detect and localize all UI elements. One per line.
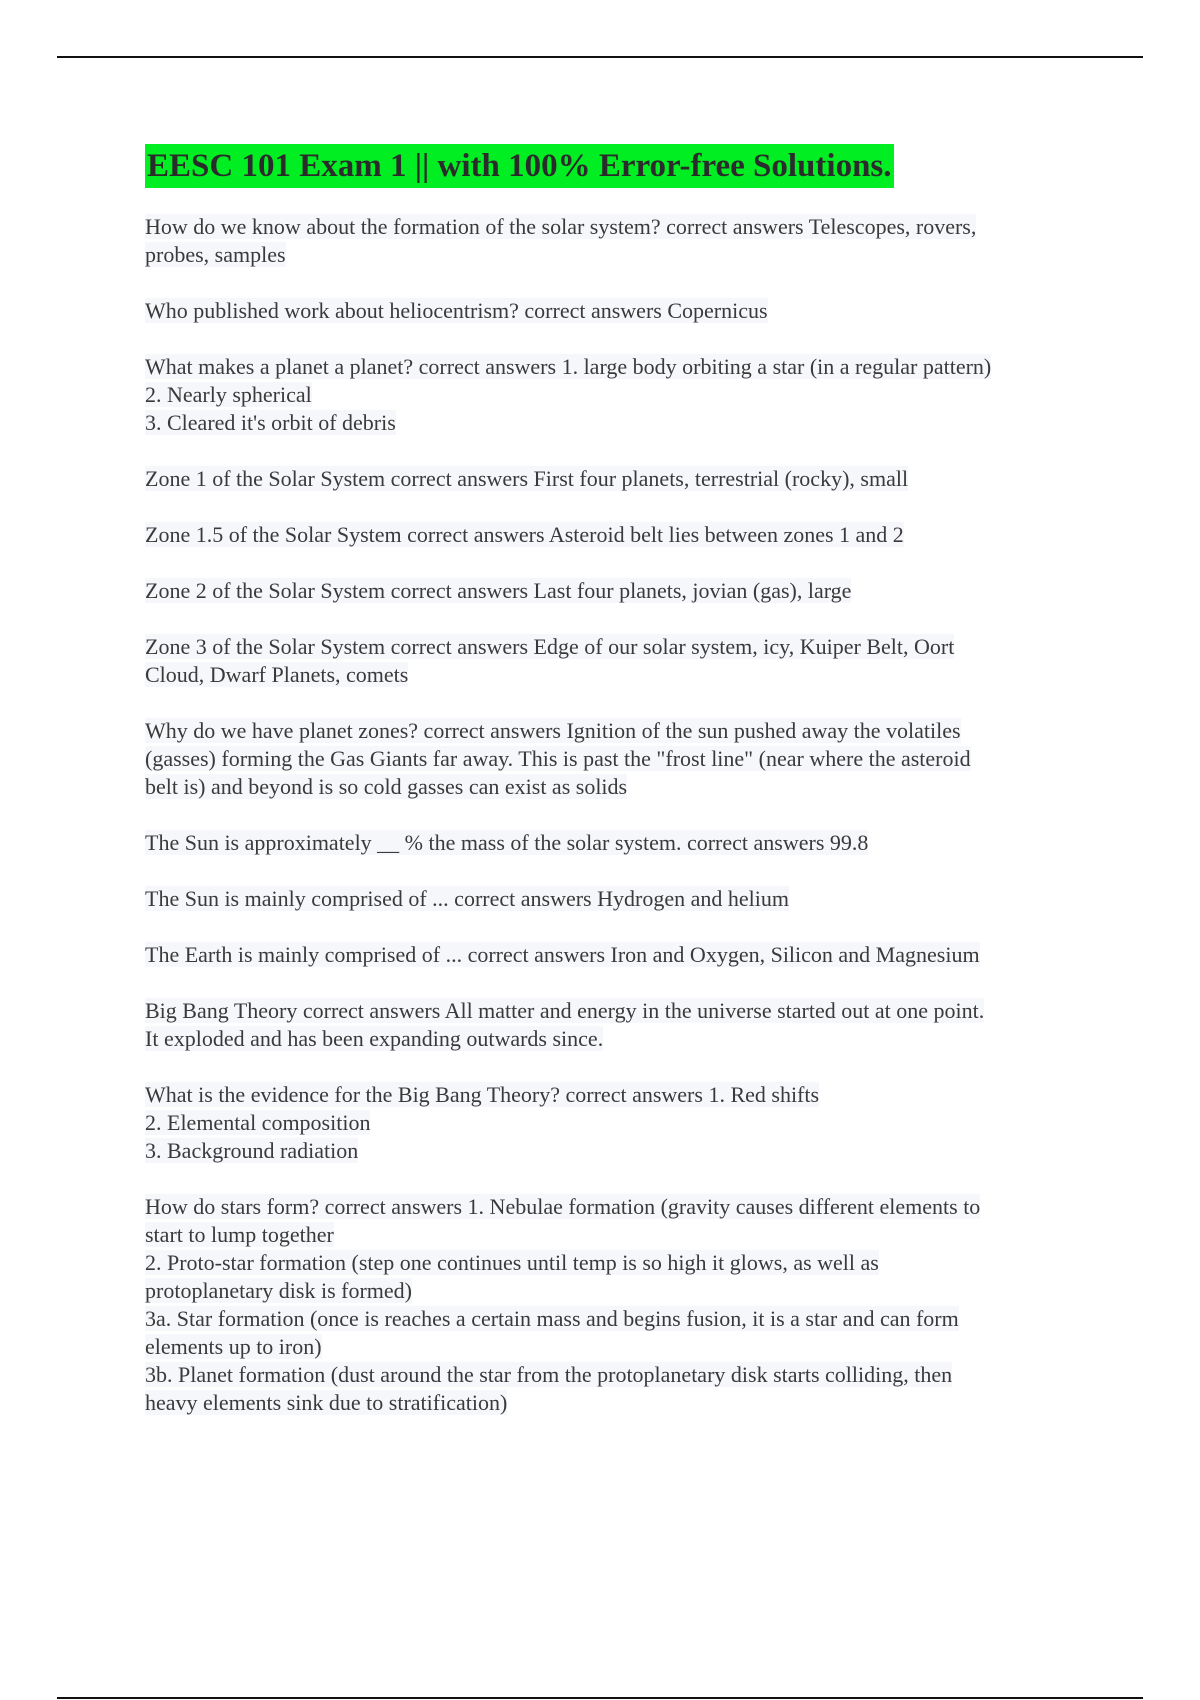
qa-line-text: 2. Elemental composition bbox=[145, 1110, 371, 1135]
document-body bbox=[145, 144, 1085, 1445]
qa-line-text: The Earth is mainly comprised of ... correct answers Iron and Oxygen, Silicon and Magnesium bbox=[145, 942, 980, 967]
qa-line bbox=[145, 1389, 1085, 1417]
qa-line-text: 3a. Star formation (once is reaches a certain mass and begins fusion, it is a star and can form bbox=[145, 1306, 959, 1331]
qa-item bbox=[145, 353, 1085, 437]
qa-line bbox=[145, 521, 1085, 549]
qa-line-text: heavy elements sink due to stratification) bbox=[145, 1390, 508, 1415]
qa-line bbox=[145, 1361, 1085, 1389]
qa-line bbox=[145, 465, 1085, 493]
qa-line-text: Cloud, Dwarf Planets, comets bbox=[145, 662, 409, 687]
qa-line bbox=[145, 1277, 1085, 1305]
qa-line-text: (gasses) forming the Gas Giants far away. This is past the "frost line" (near where the asteroid bbox=[145, 746, 971, 771]
qa-line-text: How do we know about the formation of the solar system? correct answers Telescopes, rovers, bbox=[145, 214, 977, 239]
qa-line bbox=[145, 717, 1085, 745]
qa-line bbox=[145, 1221, 1085, 1249]
qa-line-text: 3b. Planet formation (dust around the star from the protoplanetary disk starts colliding, then bbox=[145, 1362, 953, 1387]
qa-line-text: How do stars form? correct answers 1. Nebulae formation (gravity causes different elements to bbox=[145, 1194, 981, 1219]
qa-item bbox=[145, 717, 1085, 801]
qa-line bbox=[145, 1305, 1085, 1333]
qa-item bbox=[145, 213, 1085, 269]
qa-item bbox=[145, 829, 1085, 857]
qa-line-text: 3. Cleared it's orbit of debris bbox=[145, 410, 396, 435]
qa-line-text: 2. Proto-star formation (step one continues until temp is so high it glows, as well as bbox=[145, 1250, 879, 1275]
qa-line-text: What is the evidence for the Big Bang Theory? correct answers 1. Red shifts bbox=[145, 1082, 820, 1107]
qa-item bbox=[145, 1081, 1085, 1165]
qa-line bbox=[145, 297, 1085, 325]
qa-item bbox=[145, 633, 1085, 689]
qa-line-text: probes, samples bbox=[145, 242, 286, 267]
qa-line bbox=[145, 941, 1085, 969]
qa-item bbox=[145, 465, 1085, 493]
qa-line-text: It exploded and has been expanding outwards since. bbox=[145, 1026, 604, 1051]
page-top-rule bbox=[57, 56, 1143, 58]
qa-line-text: Zone 2 of the Solar System correct answers Last four planets, jovian (gas), large bbox=[145, 578, 852, 603]
document-title: EESC 101 Exam 1 || with 100% Error-free Solutions. bbox=[145, 144, 894, 188]
qa-item bbox=[145, 941, 1085, 969]
qa-line-text: Who published work about heliocentrism? correct answers Copernicus bbox=[145, 298, 768, 323]
qa-line bbox=[145, 773, 1085, 801]
qa-line-text: start to lump together bbox=[145, 1222, 334, 1247]
qa-line-text: The Sun is mainly comprised of ... correct answers Hydrogen and helium bbox=[145, 886, 789, 911]
qa-line bbox=[145, 633, 1085, 661]
qa-item bbox=[145, 1193, 1085, 1417]
qa-line bbox=[145, 745, 1085, 773]
qa-line bbox=[145, 1137, 1085, 1165]
qa-item bbox=[145, 297, 1085, 325]
qa-item bbox=[145, 521, 1085, 549]
qa-line-text: Big Bang Theory correct answers All matter and energy in the universe started out at one point. bbox=[145, 998, 985, 1023]
qa-line bbox=[145, 1249, 1085, 1277]
qa-line bbox=[145, 1025, 1085, 1053]
qa-line-text: Zone 1 of the Solar System correct answers First four planets, terrestrial (rocky), small bbox=[145, 466, 909, 491]
qa-line bbox=[145, 997, 1085, 1025]
qa-line-text: The Sun is approximately __ % the mass of the solar system. correct answers 99.8 bbox=[145, 830, 869, 855]
qa-line bbox=[145, 1333, 1085, 1361]
qa-line bbox=[145, 1109, 1085, 1137]
qa-line bbox=[145, 241, 1085, 269]
qa-line-text: 3. Background radiation bbox=[145, 1138, 359, 1163]
qa-line bbox=[145, 381, 1085, 409]
qa-line-text: protoplanetary disk is formed) bbox=[145, 1278, 412, 1303]
qa-line bbox=[145, 353, 1085, 381]
page-bottom-rule bbox=[57, 1697, 1143, 1699]
qa-line-text: What makes a planet a planet? correct answers 1. large body orbiting a star (in a regular pattern) bbox=[145, 354, 992, 379]
qa-item bbox=[145, 885, 1085, 913]
qa-line bbox=[145, 829, 1085, 857]
qa-line bbox=[145, 577, 1085, 605]
qa-item bbox=[145, 577, 1085, 605]
qa-list bbox=[145, 213, 1085, 1417]
qa-line bbox=[145, 1081, 1085, 1109]
qa-line-text: belt is) and beyond is so cold gasses can exist as solids bbox=[145, 774, 628, 799]
qa-line bbox=[145, 213, 1085, 241]
qa-line bbox=[145, 661, 1085, 689]
qa-line-text: 2. Nearly spherical bbox=[145, 382, 312, 407]
qa-line-text: elements up to iron) bbox=[145, 1334, 322, 1359]
qa-item bbox=[145, 997, 1085, 1053]
qa-line-text: Zone 3 of the Solar System correct answers Edge of our solar system, icy, Kuiper Belt, Oort bbox=[145, 634, 955, 659]
qa-line-text: Why do we have planet zones? correct answers Ignition of the sun pushed away the volatiles bbox=[145, 718, 961, 743]
qa-line bbox=[145, 409, 1085, 437]
qa-line bbox=[145, 1193, 1085, 1221]
qa-line-text: Zone 1.5 of the Solar System correct answers Asteroid belt lies between zones 1 and 2 bbox=[145, 522, 904, 547]
qa-line bbox=[145, 885, 1085, 913]
